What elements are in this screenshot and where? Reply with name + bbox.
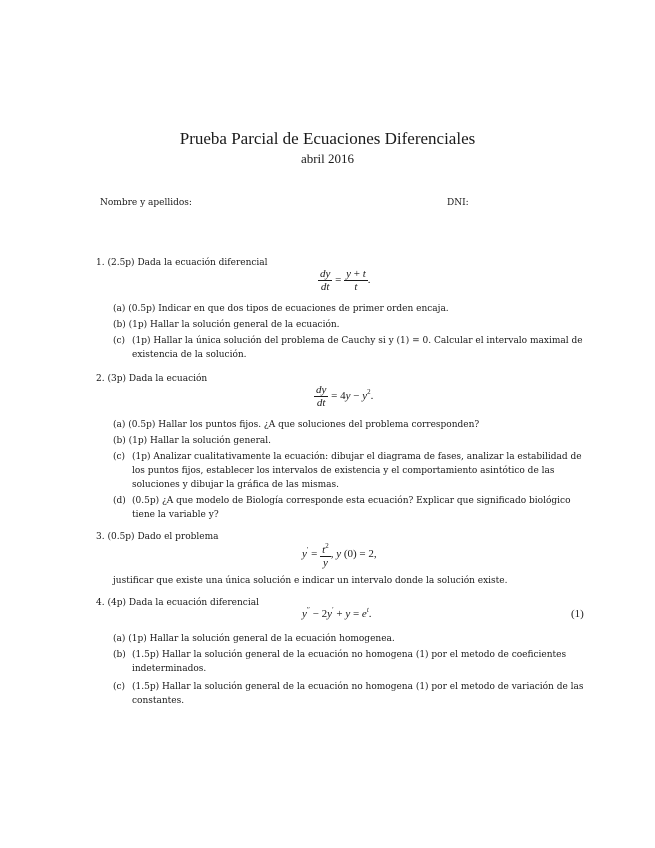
question-4-header: 4. (4p) Dada la ecuación diferencial [96,598,259,608]
question-1-header [96,256,268,270]
list-item: (c) [113,682,126,692]
list-item: (b) (1p) Hallar la solución general de la ecuación. [113,320,340,330]
dni-label: DNI: [447,198,469,208]
list-item-text: (1p) Analizar cualitativamente la ecuación: dibujar el diagrama de fases, analizar la estabilidad de los puntos fijos, establecer los intervalos de existencia y el comportamiento asintótico de las soluciones y dibujar la gráfica de las mismas. [132,452,582,490]
list-item-text: (1.5p) Hallar la solución general de la ecuación no homogena (1) por el metodo de variación de las constantes. [132,682,584,706]
list-item: (c) [113,336,126,346]
question-3-followup: justificar que existe una única solución e indicar un intervalo donde la solución existe. [113,576,508,586]
list-item: (a) (0.5p) Hallar los puntos fijos. ¿A que soluciones del problema corresponden? [113,420,480,430]
question-3-header: 3. (0.5p) Dado el problema [96,532,219,542]
exam-date: abril 2016 [300,151,355,166]
question-points: (2.5p) [107,258,135,268]
page-title: Prueba Parcial de Ecuaciones Diferenciales [179,129,476,148]
list-item: (a) (0.5p) Indicar en que dos tipos de ecuaciones de primer orden encaja. [113,304,449,314]
list-item: (b) (1p) Hallar la solución general. [113,436,271,446]
question-number: 1. [96,258,105,268]
list-item-text: (1p) Hallar la única solución del problema de Cauchy si y (1) = 0. Calcular el intervalo maximal de existencia de la solución. [132,336,583,360]
list-item-text: (1.5p) Hallar la solución general de la ecuación no homogena (1) por el metodo de coeficientes indeterminados. [132,650,567,674]
name-label: Nombre y apellidos: [100,198,192,208]
question-2-header: 2. (3p) Dada la ecuación [96,374,208,384]
equation-number: (1) [571,608,584,620]
list-item: (d) [113,496,126,506]
list-item: (b) [113,650,126,660]
equation-3: y′ = $\frac{t^2}{y}$ , y (0) = 2, [302,542,377,569]
equation-2: $\frac{dy}{dt}$ = $4y - y^2$. [316,384,374,409]
list-item-text: (0.5p) ¿A que modelo de Biología corresponde esta ecuación? Explicar que significado biológico tiene la variable y? [132,496,571,520]
question-intro: Dada la ecuación diferencial [137,258,268,268]
equation-4: $y'' - 2y' + y = e^t$. [302,606,372,620]
equation-1: $\frac{dy}{dt}$ = $\frac{y + t}{t}$ . [320,268,371,293]
list-item: (a) (1p) Hallar la solución general de la ecuación homogenea. [113,634,395,644]
list-item: (c) [113,452,126,462]
